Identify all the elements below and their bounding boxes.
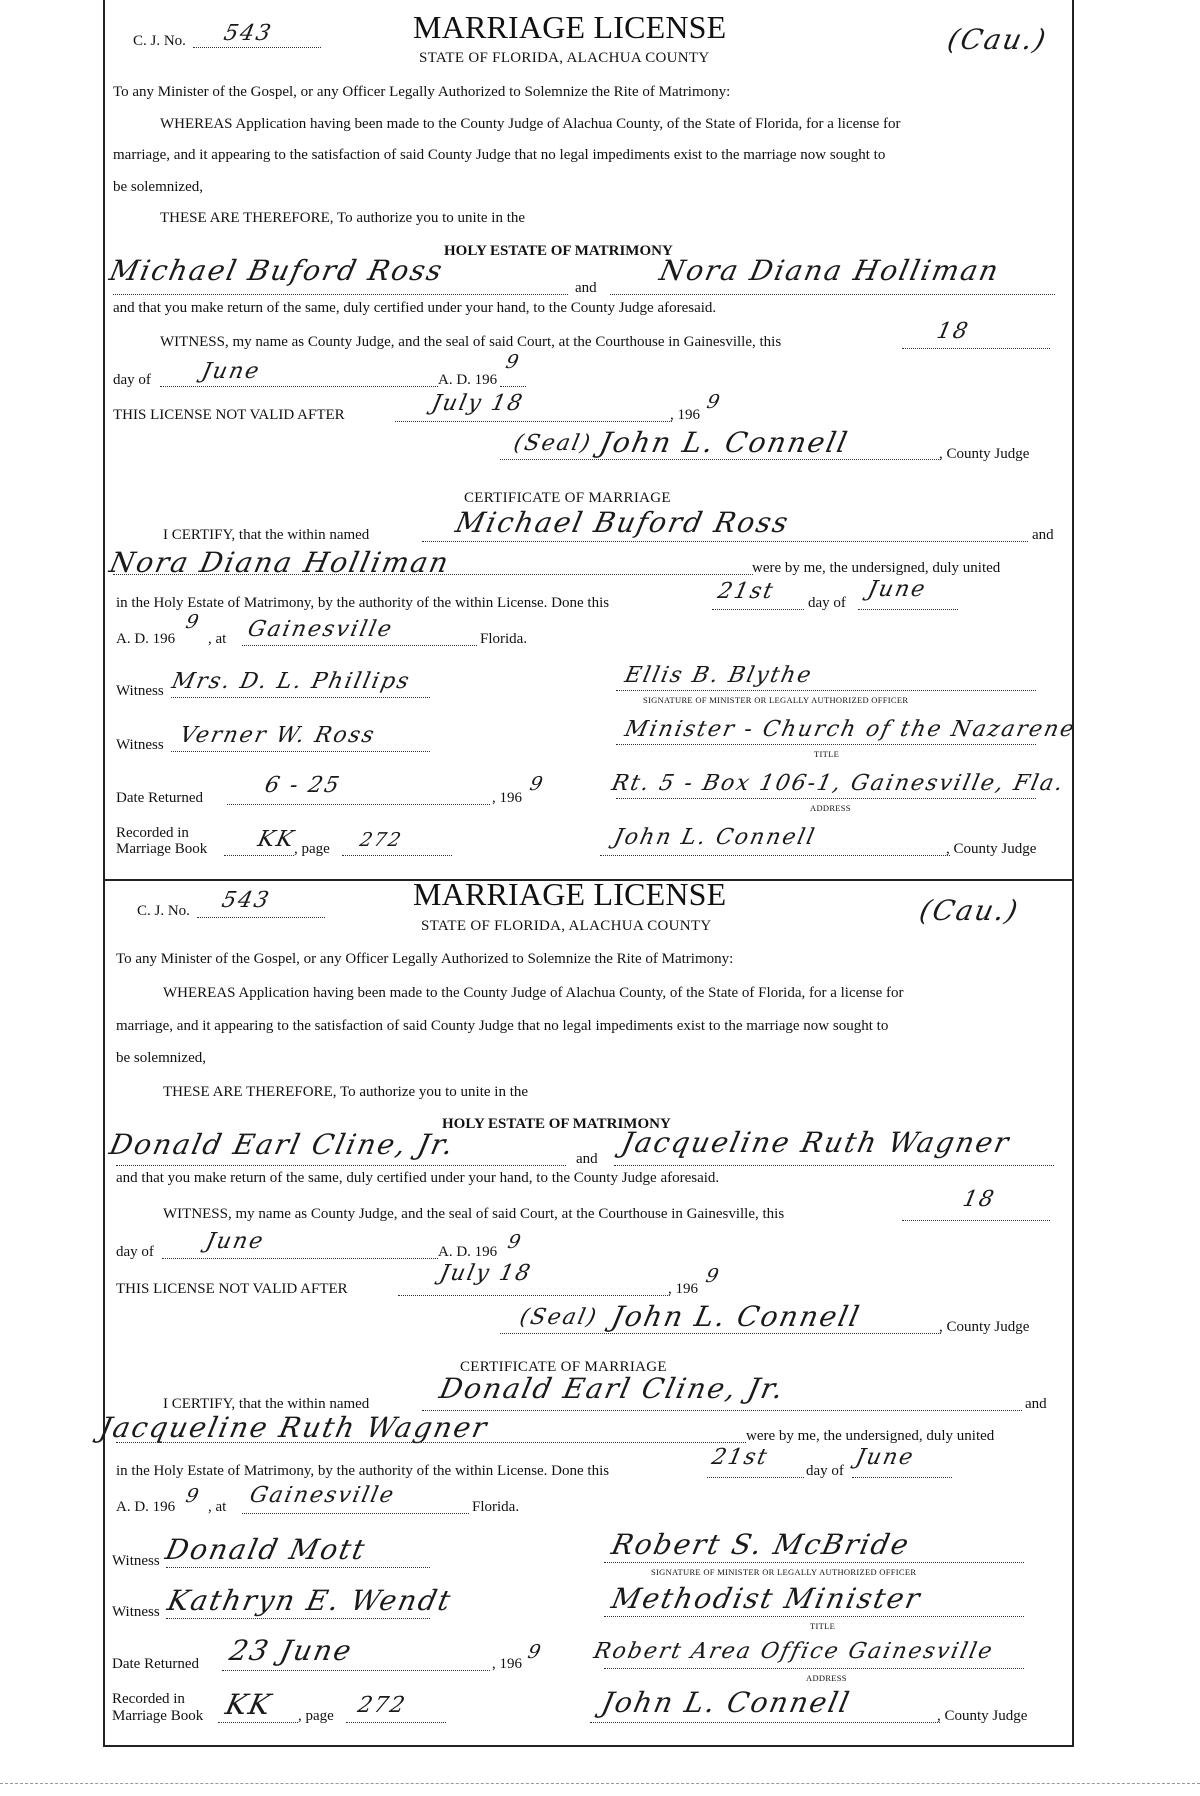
date-returned-label: Date Returned (112, 1656, 200, 1672)
whereas-line-1: WHEREAS Application having been made to the County Judge of Alachua County, of the State of Florida, for a license for (163, 985, 904, 1001)
witness-day: 18 (934, 319, 972, 344)
witness-line: WITNESS, my name as County Judge, and the seal of said Court, at the Courthouse in Gainesville, this (163, 1206, 785, 1222)
place: Gainesville (247, 1483, 398, 1508)
recorded-in-label: Recorded in (112, 1691, 185, 1707)
recorder-signature: John L. Connell (611, 825, 819, 850)
license-subtitle: STATE OF FLORIDA, ALACHUA COUNTY (419, 50, 710, 66)
marriage-book-label: Marriage Book (112, 1708, 204, 1724)
officer-caption: SIGNATURE OF MINISTER OR LEGALLY AUTHORIZED OFFICER (643, 695, 909, 705)
holy-estate-heading: HOLY ESTATE OF MATRIMONY (444, 243, 673, 259)
cj-number: 543 (221, 21, 275, 46)
officer-signature: Robert S. McBride (608, 1528, 914, 1561)
date-returned-year-digit: 9 (527, 773, 547, 795)
witness-2-label: Witness (116, 737, 164, 753)
cert-and-label: and (1025, 1396, 1047, 1412)
not-valid-year-label: , 196 (668, 1281, 698, 1297)
cert-ad-label: A. D. 196 (116, 631, 176, 647)
county-judge-label: , County Judge (939, 446, 1030, 462)
return-line: and that you make return of the same, duly certified under your hand, to the County Judge aforesaid. (113, 300, 717, 316)
to-line: To any Minister of the Gospel, or any Officer Legally Authorized to Solemnize the Rite of Matrimony: (113, 84, 731, 100)
cj-label: C. J. No. (137, 903, 190, 919)
year-digit: 9 (503, 351, 523, 373)
whereas-line-2: marriage, and it appearing to the satisfaction of said County Judge that no legal impediments exist to the marriage now sought to (116, 1018, 889, 1034)
officer-caption: SIGNATURE OF MINISTER OR LEGALLY AUTHORIZED OFFICER (651, 1567, 917, 1577)
county-judge-label: , County Judge (939, 1319, 1030, 1335)
title-caption: TITLE (814, 749, 840, 759)
florida-label: Florida. (480, 631, 528, 647)
address-caption: ADDRESS (810, 803, 851, 813)
witness-1-signature: Donald Mott (162, 1533, 370, 1566)
cert-month: June (865, 577, 929, 602)
were-by-me-label: were by me, the undersigned, duly united (746, 1428, 995, 1444)
witness-1-label: Witness (112, 1553, 160, 1569)
date-returned: 23 June (226, 1634, 357, 1667)
cert-month: June (853, 1445, 917, 1470)
date-returned-year-label: , 196 (492, 790, 522, 806)
officer-signature: Ellis B. Blythe (622, 663, 816, 688)
place: Gainesville (245, 617, 396, 642)
holy-estate-line: in the Holy Estate of Matrimony, by the authority of the within License. Done this (116, 595, 610, 611)
book-code: KK (222, 1688, 276, 1721)
year-digit: 9 (505, 1231, 525, 1253)
page-label: , page (298, 1708, 334, 1724)
cj-label: C. J. No. (133, 33, 186, 49)
seal-mark: (Seal) (517, 1305, 601, 1330)
whereas-line-3: be solemnized, (116, 1050, 206, 1066)
witness-day: 18 (960, 1187, 998, 1212)
return-line: and that you make return of the same, duly certified under your hand, to the County Judge aforesaid. (116, 1170, 720, 1186)
officer-address: Robert Area Office Gainesville (591, 1639, 997, 1664)
cert-bride-name: Jacqueline Ruth Wagner (96, 1411, 492, 1444)
license-subtitle: STATE OF FLORIDA, ALACHUA COUNTY (421, 918, 712, 934)
witness-2-signature: Verner W. Ross (177, 723, 379, 748)
done-day: 21st (715, 579, 777, 604)
recorder-county-judge-label: , County Judge (946, 841, 1037, 857)
page-number: 272 (357, 829, 405, 851)
florida-label: Florida. (472, 1499, 520, 1515)
month: June (203, 1229, 267, 1254)
not-valid-date: July 18 (437, 1261, 535, 1286)
officer-address: Rt. 5 - Box 106-1, Gainesville, Fla. (609, 771, 1067, 796)
whereas-line-2: marriage, and it appearing to the satisfaction of said County Judge that no legal impediments exist to the marriage now sought to (113, 147, 886, 163)
officer-title: Minister - Church of the Nazarene (622, 717, 1078, 742)
ad-label: A. D. 196 (438, 372, 498, 388)
cj-number: 543 (219, 888, 273, 913)
holy-estate-heading: HOLY ESTATE OF MATRIMONY (442, 1116, 671, 1132)
witness-line: WITNESS, my name as County Judge, and the seal of said Court, at the Courthouse in Gainesville, this (160, 334, 782, 350)
these-are-therefore: THESE ARE THEREFORE, To authorize you to unite in the (163, 1084, 529, 1100)
cert-groom-name: Donald Earl Cline, Jr. (436, 1372, 788, 1405)
judge-signature: John L. Connell (596, 426, 852, 459)
and-label: and (575, 280, 597, 296)
at-label: , at (208, 631, 227, 647)
license-title: MARRIAGE LICENSE (413, 9, 727, 45)
certificate-title: CERTIFICATE OF MARRIAGE (464, 490, 671, 506)
cert-bride-name: Nora Diana Holliman (106, 546, 454, 579)
date-returned-year-label: , 196 (492, 1656, 522, 1672)
handwritten-note: (Cau.) (944, 23, 1051, 56)
day-of-label: day of (116, 1244, 154, 1260)
cert-day-of-label: day of (806, 1463, 844, 1479)
marriage-book-label: Marriage Book (116, 841, 208, 857)
not-valid-year-digit: 9 (703, 1265, 723, 1287)
officer-title: Methodist Minister (608, 1582, 925, 1615)
not-valid-year-digit: 9 (704, 391, 724, 413)
cert-year-digit: 9 (183, 611, 203, 633)
date-returned-year-digit: 9 (525, 1641, 545, 1663)
judge-signature: John L. Connell (608, 1300, 864, 1333)
handwritten-note: (Cau.) (916, 894, 1023, 927)
whereas-line-1: WHEREAS Application having been made to the County Judge of Alachua County, of the State of Florida, for a license for (160, 116, 901, 132)
date-returned-label: Date Returned (116, 790, 204, 806)
witness-1-label: Witness (116, 683, 164, 699)
witness-2-signature: Kathryn E. Wendt (164, 1584, 456, 1617)
ad-label: A. D. 196 (438, 1244, 498, 1260)
month: June (199, 359, 263, 384)
not-valid-label: THIS LICENSE NOT VALID AFTER (113, 407, 345, 423)
certify-label: I CERTIFY, that the within named (163, 1396, 370, 1412)
holy-estate-line: in the Holy Estate of Matrimony, by the authority of the within License. Done this (116, 1463, 610, 1479)
certificate-title: CERTIFICATE OF MARRIAGE (460, 1359, 667, 1375)
cert-year-digit: 9 (183, 1485, 203, 1507)
these-are-therefore: THESE ARE THEREFORE, To authorize you to unite in the (160, 210, 526, 226)
page-number: 272 (355, 1693, 409, 1718)
witness-2-label: Witness (112, 1604, 160, 1620)
whereas-line-3: be solemnized, (113, 179, 203, 195)
done-day: 21st (709, 1445, 771, 1470)
page-label: , page (294, 841, 330, 857)
book-code: KK (255, 827, 298, 852)
seal-mark: (Seal) (511, 431, 595, 456)
at-label: , at (208, 1499, 227, 1515)
bride-name: Jacqueline Ruth Wagner (618, 1126, 1014, 1159)
cert-and-label: and (1032, 527, 1054, 543)
groom-name: Donald Earl Cline, Jr. (106, 1128, 458, 1161)
witness-1-signature: Mrs. D. L. Phillips (169, 669, 414, 694)
title-caption: TITLE (810, 1621, 836, 1631)
and-label: and (576, 1151, 598, 1167)
bottom-rule (0, 1783, 1200, 1784)
were-by-me-label: were by me, the undersigned, duly united (752, 560, 1001, 576)
certify-label: I CERTIFY, that the within named (163, 527, 370, 543)
cert-groom-name: Michael Buford Ross (452, 506, 793, 539)
groom-name: Michael Buford Ross (106, 254, 447, 287)
not-valid-year-label: , 196 (670, 407, 700, 423)
not-valid-date: July 18 (429, 391, 527, 416)
not-valid-label: THIS LICENSE NOT VALID AFTER (116, 1281, 348, 1297)
date-returned: 6 - 25 (262, 773, 344, 798)
cert-ad-label: A. D. 196 (116, 1499, 176, 1515)
day-of-label: day of (113, 372, 151, 388)
address-caption: ADDRESS (806, 1673, 847, 1683)
cert-day-of-label: day of (808, 595, 846, 611)
recorder-signature: John L. Connell (598, 1686, 854, 1719)
recorded-in-label: Recorded in (116, 825, 189, 841)
to-line: To any Minister of the Gospel, or any Officer Legally Authorized to Solemnize the Rite of Matrimony: (116, 951, 734, 967)
license-title: MARRIAGE LICENSE (413, 876, 727, 912)
bride-name: Nora Diana Holliman (656, 254, 1004, 287)
recorder-county-judge-label: , County Judge (937, 1708, 1028, 1724)
